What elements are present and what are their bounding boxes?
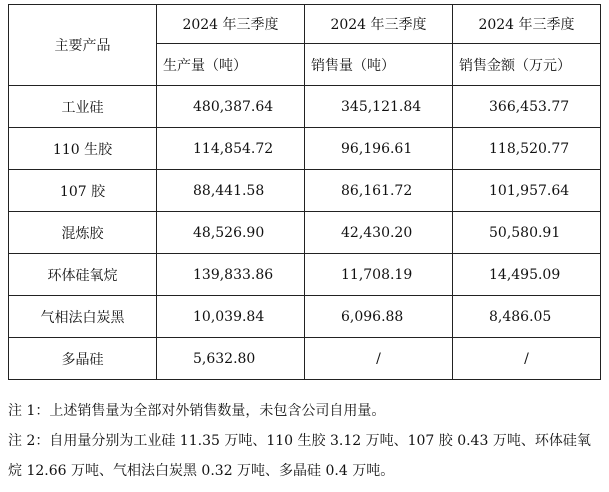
sales-amount-value: 366,453.77 <box>453 86 601 128</box>
sales-amount-value: 14,495.09 <box>453 254 601 296</box>
sales-amount-value: 50,580.91 <box>453 212 601 254</box>
product-name: 107 胶 <box>9 170 157 212</box>
header-row-period <box>9 5 601 44</box>
header-sales-amount: 销售金额（万元） <box>453 44 601 86</box>
footnote-1: 注 1：上述销售量为全部对外销售数量，未包含公司自用量。 <box>8 403 386 419</box>
product-name: 工业硅 <box>9 86 157 128</box>
table-row <box>9 296 601 338</box>
sales-volume-value: 86,161.72 <box>305 170 453 212</box>
table-row <box>9 86 601 128</box>
product-name: 110 生胶 <box>9 128 157 170</box>
sales-amount-value: 8,486.05 <box>453 296 601 338</box>
sales-amount-value: / <box>453 338 601 380</box>
header-product: 主要产品 <box>9 5 157 86</box>
header-production: 生产量（吨） <box>157 44 305 86</box>
product-table <box>8 4 601 380</box>
sales-amount-value: 101,957.64 <box>453 170 601 212</box>
production-value: 114,854.72 <box>157 128 305 170</box>
product-name: 混炼胶 <box>9 212 157 254</box>
sales-volume-value: 345,121.84 <box>305 86 453 128</box>
sales-volume-value: / <box>305 338 453 380</box>
sales-volume-value: 42,430.20 <box>305 212 453 254</box>
production-value: 48,526.90 <box>157 212 305 254</box>
production-value: 139,833.86 <box>157 254 305 296</box>
production-value: 88,441.58 <box>157 170 305 212</box>
table-row <box>9 212 601 254</box>
production-value: 10,039.84 <box>157 296 305 338</box>
table-row <box>9 254 601 296</box>
production-value: 5,632.80 <box>157 338 305 380</box>
table-row <box>9 128 601 170</box>
product-name: 气相法白炭黑 <box>9 296 157 338</box>
footnotes <box>8 396 600 486</box>
product-name: 多晶硅 <box>9 338 157 380</box>
sales-volume-value: 11,708.19 <box>305 254 453 296</box>
header-period-sales-amount: 2024 年三季度 <box>453 5 601 44</box>
sales-volume-value: 96,196.61 <box>305 128 453 170</box>
footnote-2: 注 2：自用量分别为工业硅 11.35 万吨、110 生胶 3.12 万吨、107 胶 0.43 万吨、环体硅氧烷 12.66 万吨、气相法白炭黑 0.32 万吨、多晶硅 0.4 万吨。 <box>8 433 591 479</box>
table-row <box>9 170 601 212</box>
header-sales-volume: 销售量（吨） <box>305 44 453 86</box>
header-period-sales-volume: 2024 年三季度 <box>305 5 453 44</box>
sales-volume-value: 6,096.88 <box>305 296 453 338</box>
production-value: 480,387.64 <box>157 86 305 128</box>
table-row <box>9 338 601 380</box>
sales-amount-value: 118,520.77 <box>453 128 601 170</box>
header-period-production: 2024 年三季度 <box>157 5 305 44</box>
product-name: 环体硅氧烷 <box>9 254 157 296</box>
